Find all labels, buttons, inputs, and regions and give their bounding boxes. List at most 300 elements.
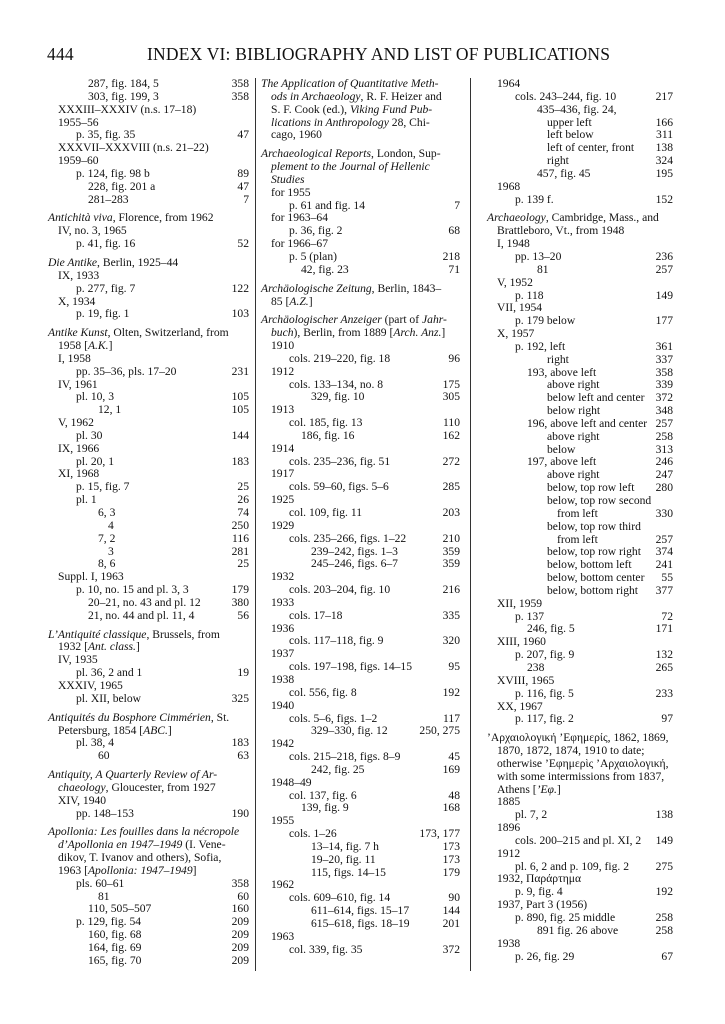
entry-text: 228, fig. 201 a [88, 179, 156, 193]
index-entry [261, 353, 460, 366]
entry-text-segment: ] [167, 723, 172, 737]
entry-text: IV, 1935 [58, 653, 98, 667]
entry-text: XI, 1968 [58, 467, 100, 481]
index-entry [487, 951, 673, 964]
index-entry [48, 270, 249, 283]
page-ref: 236 [655, 249, 673, 263]
index-entry [487, 822, 673, 835]
index-entry [487, 168, 673, 181]
entry-text: below right [547, 404, 601, 418]
page-ref: 45 [448, 750, 460, 764]
page-ref: 209 [231, 941, 249, 954]
index-entry [487, 925, 673, 938]
entry-text: above right [547, 429, 600, 443]
entry-text-segment: Arch. Anz. [393, 326, 442, 340]
index-entry [487, 328, 673, 341]
entry-text: below left and center [547, 391, 645, 405]
index-entry [48, 238, 249, 251]
entry-text [58, 782, 249, 795]
entry-text: p. 277, fig. 7 [76, 281, 136, 295]
entry-text: p. 890, fig. 25 middle [515, 911, 616, 924]
entry-text-segment: Ant. class. [87, 640, 136, 654]
entry-text: XXXVII–XXXVIII (n.s. 21–22) [58, 141, 209, 155]
page-ref: 374 [655, 545, 673, 559]
entry-text [58, 865, 249, 878]
page-ref: 63 [237, 749, 249, 763]
page-ref: 380 [231, 595, 249, 609]
entry-text: VII, 1954 [497, 301, 543, 315]
index-entry [48, 194, 249, 207]
entry-text: otherwise ’Εφημερὶς ’Αρχαιολογική, [497, 756, 669, 770]
index-entry [261, 129, 460, 142]
index-entry [48, 91, 249, 104]
page-number: 444 [47, 44, 74, 64]
index-heading [48, 257, 249, 270]
page-ref: 89 [237, 166, 249, 180]
entry-text: X, 1957 [497, 327, 535, 341]
entry-text: 1938 [271, 672, 295, 686]
index-entry [487, 104, 673, 117]
page-ref: 247 [655, 468, 673, 482]
page-ref: 313 [655, 442, 673, 456]
entry-text-segment: , Gloucester, from 1927 [105, 780, 216, 794]
index-entry [261, 944, 460, 957]
index-entry [487, 405, 673, 418]
entry-text: 1933 [271, 595, 295, 609]
index-entry [487, 508, 673, 521]
entry-text: 1914 [271, 441, 295, 455]
index-column-1 [48, 78, 249, 968]
entry-text-segment: ), Berlin, from 1889 [ [293, 326, 394, 340]
page-ref: 19 [237, 666, 249, 680]
index-entry [48, 507, 249, 520]
entry-text: 1885 [497, 795, 521, 809]
entry-text: 238 [527, 660, 545, 674]
entry-text: Suppl. I, 1963 [58, 570, 124, 584]
entry-text-segment: Antiquités du Bosphore Cimmérien [48, 710, 211, 724]
index-entry [48, 737, 249, 750]
page-ref: 272 [442, 454, 460, 468]
page-ref: 335 [442, 608, 460, 622]
entry-text: 1955–56 [58, 115, 99, 129]
entry-text-segment: Apollonia: 1947–1949 [87, 863, 193, 877]
index-entry [261, 366, 460, 379]
entry-text: p. 35, fig. 35 [76, 128, 136, 142]
page-ref: 55 [661, 571, 673, 585]
index-entry [48, 865, 249, 878]
page-ref: 258 [655, 911, 673, 924]
page-ref: 95 [448, 660, 460, 674]
index-entry [261, 777, 460, 790]
entry-text: 8, 6 [98, 557, 116, 571]
entry-text: 81 [98, 889, 110, 903]
page-ref: 96 [448, 351, 460, 365]
entry-text: X, 1934 [58, 294, 96, 308]
index-entry [48, 533, 249, 546]
entry-text: 1896 [497, 821, 521, 835]
entry-text: below, bottom center [547, 571, 645, 585]
entry-text: right [547, 352, 569, 366]
entry-text: 42, fig. 23 [301, 262, 349, 276]
index-entry [48, 750, 249, 763]
entry-text: pp. 35–36, pls. 17–20 [76, 364, 177, 378]
index-entry [48, 808, 249, 821]
entry-text: cols. 235–236, fig. 51 [289, 454, 391, 468]
entry-text-segment: ] [556, 782, 561, 796]
entry-text-segment: A.Z. [289, 294, 309, 308]
entry-text: 1925 [271, 493, 295, 507]
entry-text: upper left [547, 115, 592, 129]
page-ref: 144 [231, 428, 249, 442]
page-ref: 152 [655, 192, 673, 206]
entry-text: 193, above left [527, 365, 597, 379]
entry-text: col. 109, fig. 11 [289, 506, 362, 519]
index-entry [487, 611, 673, 624]
entry-text: below, top row right [547, 545, 641, 559]
page-ref: 203 [442, 506, 460, 519]
entry-text: pl. 30 [76, 428, 103, 442]
page-ref: 168 [442, 801, 460, 815]
index-entry [48, 955, 249, 968]
entry-text-segment: 1958 [ [58, 339, 88, 353]
page-ref: 90 [448, 891, 460, 905]
index-entry [487, 277, 673, 290]
entry-text: p. 116, fig. 5 [515, 686, 574, 700]
entry-text: col. 556, fig. 8 [289, 685, 357, 699]
entry-text-segment: ABC. [143, 723, 168, 737]
page-ref: 250 [231, 518, 249, 532]
entry-text: p. 26, fig. 29 [515, 949, 575, 963]
entry-text: XIII, 1960 [497, 635, 546, 649]
entry-text-segment: L’Antiquité classique [48, 627, 147, 641]
entry-text: Brattleboro, Vt., from 1948 [497, 224, 625, 238]
page-ref: 257 [655, 532, 673, 546]
page-ref: 210 [442, 531, 460, 545]
index-entry [261, 417, 460, 430]
entry-text-segment: , Florence, from 1962 [112, 211, 214, 225]
page-ref: 275 [655, 859, 673, 873]
entry-text-segment: 1932 [ [58, 640, 88, 654]
entry-text-segment: (I. Vene- [182, 838, 226, 852]
index-entry [261, 597, 460, 610]
entry-text: cols. 133–134, no. 8 [289, 377, 384, 391]
entry-text [58, 838, 226, 851]
page-ref: 192 [442, 685, 460, 699]
entry-text [271, 160, 430, 173]
entry-text: 12, 1 [98, 403, 122, 417]
entry-text: left below [547, 128, 594, 142]
index-entry [487, 142, 673, 155]
entry-text [48, 711, 229, 724]
entry-text [271, 327, 460, 340]
page-ref: 122 [231, 281, 249, 295]
entry-text: left of center, front [547, 141, 635, 155]
index-entry [48, 942, 249, 955]
entry-text: pl. 38, 4 [76, 736, 115, 750]
page-ref: 68 [448, 224, 460, 238]
index-entry [48, 546, 249, 559]
entry-text [58, 340, 249, 353]
entry-text: p. 129, fig. 54 [76, 915, 142, 929]
entry-text: 1959–60 [58, 154, 99, 168]
index-entry [48, 680, 249, 693]
page-ref: 348 [655, 404, 673, 418]
entry-text: I, 1948 [497, 237, 530, 251]
entry-text: XX, 1967 [497, 699, 543, 713]
entry-text-segment: (part of [381, 313, 422, 327]
page-ref: 305 [442, 390, 460, 404]
index-entry [261, 174, 460, 187]
entry-text: V, 1952 [497, 275, 533, 289]
index-entry [48, 693, 249, 706]
entry-text: pl. 1 [76, 493, 97, 507]
page-ref: 183 [231, 736, 249, 750]
index-entry [261, 340, 460, 353]
index-entry [487, 585, 673, 598]
entry-text: XXXIV, 1965 [58, 678, 123, 692]
index-entry [487, 155, 673, 168]
index-entry [48, 104, 249, 117]
entry-text: 7, 2 [98, 531, 116, 545]
page-ref: 195 [655, 166, 673, 180]
entry-text: cols. 117–118, fig. 9 [289, 634, 384, 648]
index-entry [487, 264, 673, 277]
entry-text-segment: Antichità viva [48, 211, 113, 225]
index-entry [261, 520, 460, 533]
entry-text: p. 207, fig. 9 [515, 648, 575, 662]
page-ref: 325 [231, 691, 249, 705]
page-ref: 209 [231, 915, 249, 929]
running-title: INDEX VI: BIBLIOGRAPHY AND LIST OF PUBLICATIONS [147, 44, 611, 64]
entry-text: 60 [98, 749, 110, 763]
index-entry [487, 354, 673, 367]
index-entry [48, 878, 249, 891]
entry-text-segment: 85 [ [271, 294, 290, 308]
index-entry [487, 341, 673, 354]
index-entry [48, 610, 249, 623]
entry-text-segment: A.K. [87, 339, 109, 353]
entry-text-segment: , Berlin, 1925–44 [97, 255, 179, 269]
entry-text: cols. 243–244, fig. 10 [515, 89, 617, 103]
page-ref: 358 [231, 77, 249, 90]
index-entry [261, 296, 460, 309]
page-ref: 358 [655, 365, 673, 379]
index-entry [261, 610, 460, 623]
entry-text-segment: , Cambridge, Mass., and [545, 211, 659, 225]
entry-text: p. 117, fig. 2 [515, 712, 574, 726]
entry-text: 242, fig. 25 [311, 762, 365, 776]
page-ref: 160 [231, 902, 249, 916]
entry-text-segment: Antike Kunst [48, 326, 108, 340]
entry-text: p. 36, fig. 2 [289, 224, 343, 238]
page-ref: 190 [231, 806, 249, 820]
entry-text: above right [547, 378, 600, 392]
entry-text-segment: S. F. Cook (ed.), [271, 102, 350, 116]
entry-text: 3 [108, 544, 114, 558]
index-entry [261, 700, 460, 713]
entry-text: for 1963–64 [271, 211, 328, 225]
page-ref: 116 [232, 531, 249, 545]
entry-text-segment: Jahr- [422, 313, 447, 327]
entry-text-segment: Archäologischer Anzeiger [261, 313, 382, 327]
page-ref: 361 [655, 339, 673, 353]
entry-text: p. 192, left [515, 339, 566, 353]
entry-text: below [547, 442, 576, 456]
index-entry [487, 688, 673, 701]
entry-text-segment: Viking Fund Pub- [349, 102, 433, 116]
page-ref: 209 [231, 928, 249, 942]
entry-text [271, 174, 460, 187]
entry-text: XII, 1959 [497, 596, 543, 610]
entry-text: 457, fig. 45 [537, 166, 591, 180]
entry-text: 245–246, figs. 6–7 [311, 557, 398, 571]
entry-text: below, bottom left [547, 558, 632, 572]
entry-text [48, 326, 229, 339]
entry-text: 435–436, fig. 24, [537, 102, 617, 116]
entry-text: 1936 [271, 621, 295, 635]
index-entry [261, 687, 460, 700]
entry-text: 329–330, fig. 12 [311, 724, 388, 738]
entry-text: 1948–49 [271, 775, 312, 789]
entry-text: pl. 20, 1 [76, 454, 115, 468]
page-ref: 217 [655, 89, 673, 103]
page-ref: 372 [442, 942, 460, 956]
index-entry [261, 828, 460, 841]
entry-text: ’Αρχαιολογική ’Εφημερίς, 1862, 1869, [487, 731, 669, 745]
index-column-2 [261, 78, 460, 957]
page-ref: 358 [231, 876, 249, 890]
index-entry [48, 308, 249, 321]
page-ref: 377 [655, 583, 673, 597]
index-entry [48, 520, 249, 533]
entry-text: 115, figs. 14–15 [311, 865, 386, 879]
page-ref: 47 [237, 179, 249, 193]
entry-text: 891 fig. 26 above [537, 923, 619, 937]
entry-text: for 1966–67 [271, 237, 328, 251]
page-ref: 173 [442, 839, 460, 853]
entry-text: cago, 1960 [271, 128, 322, 142]
entry-text: from left [557, 506, 598, 520]
entry-text [48, 768, 217, 781]
entry-text: 186, fig. 16 [301, 428, 355, 442]
entry-text: 6, 3 [98, 506, 116, 519]
page-ref: 173, 177 [419, 827, 460, 841]
page-ref: 241 [655, 558, 673, 572]
index-entry [261, 507, 460, 520]
entry-text: XVIII, 1965 [497, 673, 555, 687]
page-ref: 26 [237, 493, 249, 507]
entry-text-segment: Apollonia: Les fouilles dans la nécropole [48, 825, 240, 839]
page-ref: 47 [237, 128, 249, 142]
index-entry [487, 675, 673, 688]
page-ref: 144 [442, 904, 460, 918]
page-ref: 246 [655, 455, 673, 469]
entry-text: pl. 36, 2 and 1 [76, 666, 143, 680]
entry-text: IX, 1933 [58, 268, 100, 282]
index-entry [487, 78, 673, 91]
page-ref: 117 [443, 711, 460, 725]
page-ref: 216 [442, 583, 460, 597]
index-entry [48, 430, 249, 443]
entry-text: p. 41, fig. 16 [76, 237, 136, 251]
entry-text: cols. 59–60, figs. 5–6 [289, 480, 389, 494]
entry-text: 1937 [271, 647, 295, 661]
page-ref: 258 [655, 923, 673, 937]
entry-text: p. 179 below [515, 314, 576, 328]
entry-text: pl. XII, below [76, 691, 142, 705]
entry-text [261, 147, 441, 160]
index-entry [261, 790, 460, 803]
index-entry [261, 674, 460, 687]
index-entry [487, 572, 673, 585]
entry-text [48, 825, 239, 838]
page-ref: 103 [231, 307, 249, 321]
entry-text-segment: ods in Archaeology [271, 89, 361, 103]
entry-text: cols. 203–204, fig. 10 [289, 583, 391, 597]
page-ref: 105 [231, 390, 249, 404]
entry-text-segment: ] [192, 863, 197, 877]
page-ref: 149 [655, 833, 673, 847]
entry-text: dikov, T. Ivanov and others), Sofia, [58, 851, 222, 865]
entry-text: IX, 1966 [58, 441, 100, 455]
entry-text [261, 77, 439, 90]
entry-text [271, 103, 432, 116]
entry-text: 1942 [271, 737, 295, 751]
entry-text: p. 118 [515, 288, 544, 302]
entry-text: 1963 [271, 929, 295, 943]
entry-text [261, 282, 441, 295]
entry-text: 1870, 1872, 1874, 1910 to date; [497, 744, 645, 758]
page-ref: 311 [656, 128, 673, 142]
entry-text-segment: ] [135, 640, 140, 654]
page-ref: 173 [442, 852, 460, 866]
index-entry [48, 340, 249, 353]
page-ref: 258 [655, 429, 673, 443]
page-ref: 281 [231, 544, 249, 558]
index-entry [261, 430, 460, 443]
entry-text: p. 137 [515, 609, 544, 623]
entry-text-segment: Archaeological Reports [261, 147, 372, 161]
index-entry [487, 598, 673, 611]
page-ref: 285 [442, 480, 460, 494]
index-entry [487, 251, 673, 264]
entry-text: 1913 [271, 403, 295, 417]
entry-text-segment: buch [271, 326, 294, 340]
index-entry [48, 584, 249, 597]
entry-text: 615–618, figs. 18–19 [311, 917, 410, 930]
entry-text: pl. 6, 2 and p. 109, fig. 2 [515, 859, 629, 873]
entry-text: 164, fig. 69 [88, 941, 142, 954]
page-ref: 250, 275 [419, 724, 460, 738]
entry-text: cols. 197–198, figs. 14–15 [289, 660, 413, 674]
page-ref: 110 [443, 416, 460, 430]
entry-text: IV, 1961 [58, 377, 98, 391]
entry-text [261, 313, 447, 326]
index-entry [487, 181, 673, 194]
page-ref: 192 [655, 885, 673, 899]
entry-text: pp. 13–20 [515, 249, 562, 263]
entry-text: col. 339, fig. 35 [289, 942, 363, 956]
index-entry [261, 584, 460, 597]
page-ref: 183 [231, 454, 249, 468]
page-ref: 175 [442, 377, 460, 391]
index-entry [261, 931, 460, 944]
page-ref: 320 [442, 634, 460, 648]
page-ref: 324 [655, 154, 673, 168]
entry-text: 1964 [497, 77, 521, 90]
entry-text: IV, no. 3, 1965 [58, 224, 127, 238]
page-ref: 201 [442, 917, 460, 930]
